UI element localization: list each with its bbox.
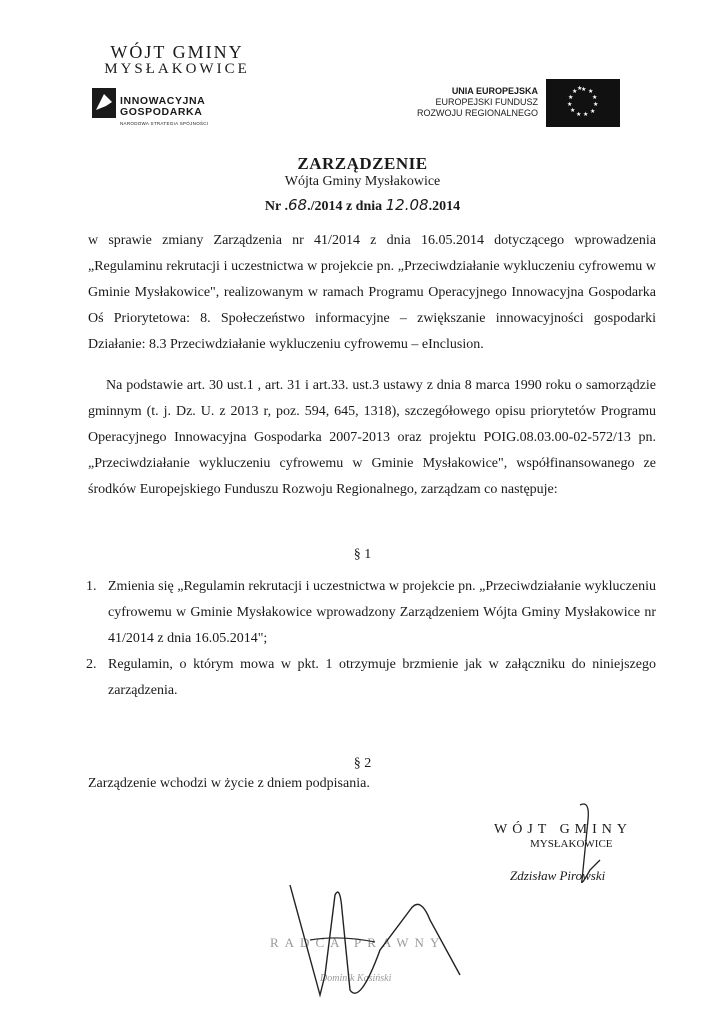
ig-logo-line2: GOSPODARKA (120, 106, 203, 118)
svg-text:★: ★ (572, 88, 578, 95)
ig-logo-icon (92, 88, 116, 118)
wojt-stamp-header (92, 44, 262, 78)
document-subtitle: Wójta Gminy Mysłakowice (284, 174, 441, 189)
section2-heading: § 2 (353, 756, 372, 771)
wojt-stamp-line1: WÓJT GMINY (110, 42, 244, 62)
nr-handwritten: 68 (287, 196, 308, 214)
ig-logo-line3: NARODOWA STRATEGIA SPÓJNOŚCI (120, 121, 209, 126)
wojt-stamp-line2: MYSŁAKOWICE (104, 61, 250, 77)
nr-mid: ./2014 z dnia (307, 199, 386, 214)
signature-scribble-icon (560, 800, 640, 890)
svg-text:★: ★ (570, 107, 576, 114)
section2-text: Zarządzenie wchodzi w życie z dniem podpisania. (88, 776, 370, 791)
svg-text:★: ★ (567, 101, 573, 108)
svg-text:★: ★ (568, 94, 574, 101)
eu-flag-icon (546, 79, 620, 127)
list-item: 1. Zmienia się „Regulamin rekrutacji i uczestnictwa w projekcie pn. „Przeciwdziałanie wykluczeniu cyfrowemu w Gminie Mysłakowice wprowadzony Zarządzeniem Wójta Gminy Mysłakowice nr 41/2014 z dnia 16.05.2014"; (86, 579, 656, 646)
svg-text:★: ★ (583, 111, 589, 118)
nr-suffix: .2014 (428, 199, 461, 214)
eu-line1: UNIA EUROPEJSKA (451, 86, 538, 96)
svg-text:★: ★ (590, 108, 596, 115)
nr-prefix: Nr . (264, 199, 288, 214)
svg-text:★: ★ (576, 111, 582, 118)
svg-text:★: ★ (577, 85, 583, 92)
handwritten-signature-icon (280, 880, 470, 1010)
document-number-line (0, 196, 725, 215)
svg-text:★: ★ (581, 86, 587, 93)
eu-logo-text (388, 86, 538, 119)
svg-text:★: ★ (593, 101, 599, 108)
svg-text:★: ★ (592, 94, 598, 101)
eu-line3: ROZWOJU REGIONALNEGO (416, 108, 538, 118)
svg-text:★: ★ (588, 88, 594, 95)
innowacyjna-gospodarka-logo (92, 88, 262, 144)
eu-line2: EUROPEJSKI FUNDUSZ (435, 97, 538, 107)
legal-stamp-line1: RADCA PRAWNY (270, 935, 446, 950)
legal-stamp-line2: Dominik Kasiński (320, 973, 392, 984)
signature-stamp-line1: WÓJT GMINY (494, 822, 633, 837)
ig-logo-line1: INNOWACYJNA (120, 95, 206, 107)
list-item: 2. Regulamin, o którym mowa w pkt. 1 otrzymuje brzmienie jak w załączniku do niniejszego zarządzenia. (86, 657, 656, 698)
date-handwritten: 12.08 (385, 196, 429, 214)
intro-paragraph: w sprawie zmiany Zarządzenia nr 41/2014 z dnia 16.05.2014 dotyczącego wprowadzenia „Regulaminu rekrutacji i uczestnictwa w projekcie pn. „Przeciwdziałanie wykluczeniu cyfrowemu w Gminie Mysłakowice", realizowanym w ramach Programu Operacyjnego Innowacyjna Gospodarka Oś Priorytetowa: 8. Społeczeństwo informacyjne – zwiększanie innowacyjności gospodarki Działanie: 8.3 Przeciwdziałanie wykluczeniu cyfrowemu – eInclusion. (88, 233, 656, 352)
signature-stamp-line2: MYSŁAKOWICE (530, 838, 613, 850)
section1-heading: § 1 (353, 547, 372, 562)
section1-list (88, 574, 656, 704)
document-title: ZARZĄDZENIE (297, 154, 428, 173)
signatory-name: Zdzisław Pirowski (510, 868, 606, 883)
basis-paragraph: Na podstawie art. 30 ust.1 , art. 31 i art.33. ust.3 ustawy z dnia 8 marca 1990 roku o samorządzie gminnym (t. j. Dz. U. z 2013 r, poz. 594, 645, 1318), szczegółowego opisu priorytetów Programu Operacyjnego Innowacyjna Gospodarka 2007-2013 oraz projektu POIG.08.03.00-02-572/13 pn. „Przeciwdziałanie wykluczeniu cyfrowemu w Gminie Mysłakowice", współfinansowanego ze środków Europejskiego Funduszu Rozwoju Regionalnego, zarządzam co następuje: (88, 378, 656, 497)
